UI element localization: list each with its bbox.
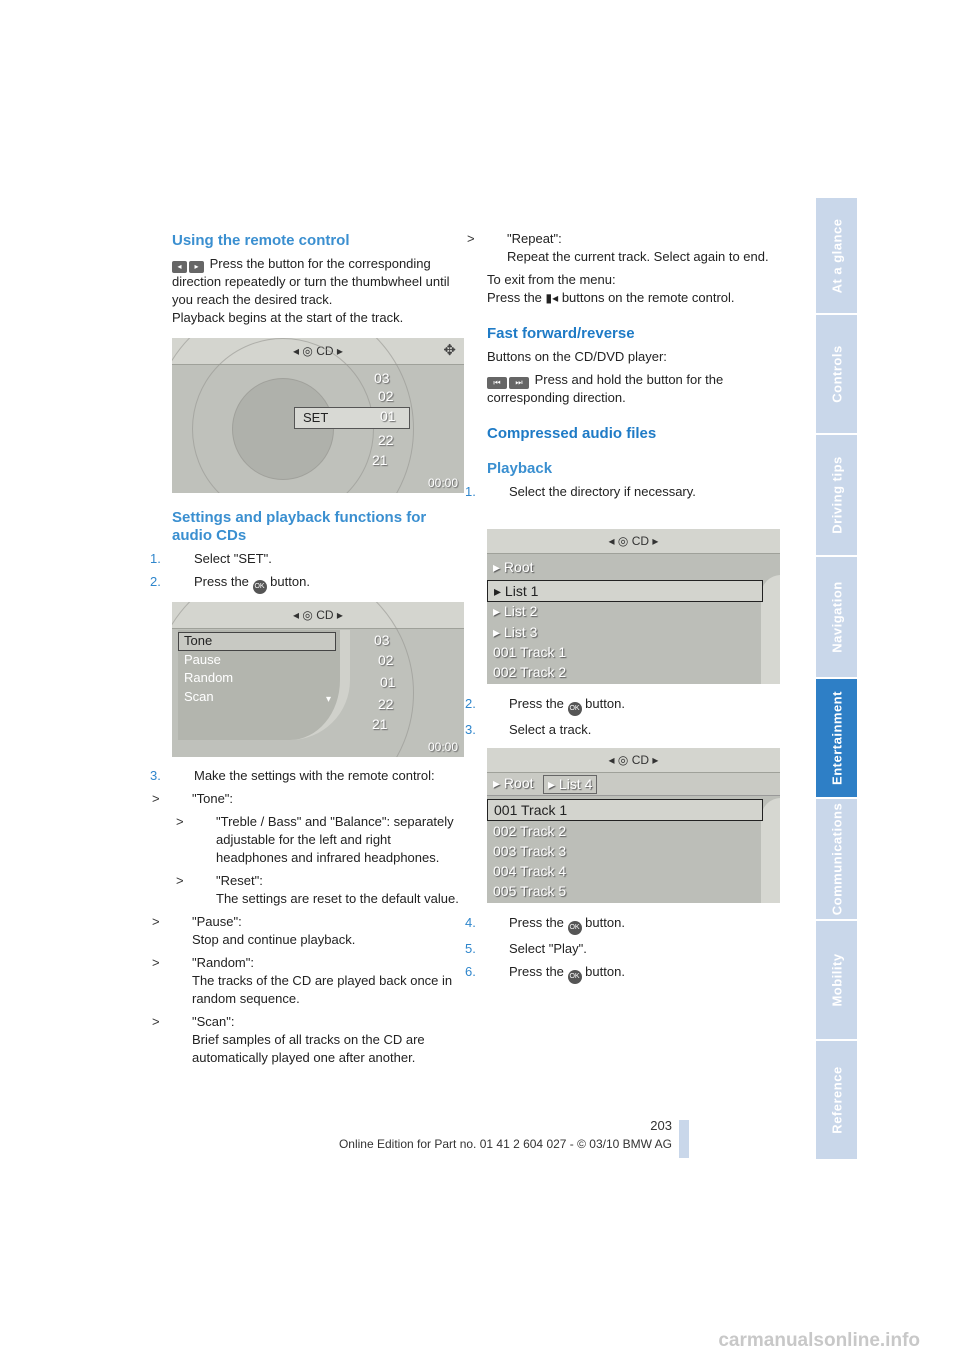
time-display: 00:00 — [427, 740, 458, 754]
ok-button-icon: OK — [253, 580, 267, 594]
step-2: 2. Press the OK button. — [172, 573, 464, 594]
disc-icon: ◎ — [617, 534, 629, 548]
tone-sublist — [172, 813, 464, 908]
disc-icon: ◎ — [617, 753, 629, 767]
scroll-bar[interactable] — [761, 798, 780, 903]
navigation-icon: ✥ — [443, 342, 456, 359]
page-marker — [679, 1120, 689, 1158]
settings-section — [150, 509, 464, 594]
reset-item: > "Reset": The settings are reset to the default value. — [176, 873, 459, 906]
step-3: 3. Make the settings with the remote control: — [150, 768, 435, 783]
pb-step-3: 3. Select a track. — [465, 722, 592, 737]
remote-paragraph: ◂ ▸ Press the button for the corresponding direction repeatedly or turn the thumbwheel until you reach the desired track. Playback begins at the start of the track. — [172, 256, 450, 325]
track-number: 02 — [378, 388, 394, 404]
cd-screen-settings-menu — [172, 602, 464, 757]
pause-item: > "Pause": Stop and continue playback. — [152, 914, 356, 947]
pb-step-2: 2. Press the OK button. — [487, 695, 783, 716]
menu-item-tone[interactable]: Tone — [184, 633, 213, 648]
directory-screen — [487, 529, 780, 684]
disc-icon: ◎ — [302, 608, 313, 622]
list-item-selected[interactable]: ▸ List 1 — [487, 580, 763, 602]
settings-heading: Settings and playback functions for audio CDs — [172, 509, 427, 544]
footer-text: Online Edition for Part no. 01 41 2 604 027 - © 03/10 BMW AG — [338, 1137, 672, 1151]
breadcrumb-list[interactable]: ▸ List 4 — [543, 775, 597, 794]
track-number: 22 — [378, 696, 394, 712]
list-item[interactable]: 004 Track 4 — [493, 863, 567, 879]
track-number: 03 — [374, 632, 390, 648]
sidebar-tab-communications[interactable]: Communications — [816, 799, 857, 921]
pb-step-4: 4. Press the OK button. — [487, 914, 783, 935]
compressed-heading: Compressed audio files — [487, 425, 657, 442]
pb-step-5: 5. Select "Play". — [465, 941, 587, 956]
sidebar-tab-mobility[interactable]: Mobility — [816, 921, 857, 1041]
track-number: 21 — [372, 452, 388, 468]
breadcrumb-root[interactable]: ▸ Root — [493, 775, 534, 791]
ff-text: Buttons on the CD/DVD player: — [487, 349, 667, 364]
sidebar-tab-reference[interactable]: Reference — [816, 1041, 857, 1161]
fast-forward-icon: ⏭ — [509, 377, 529, 389]
remote-heading: Using the remote control — [172, 232, 350, 249]
remote-buttons-icon: ▮◂ — [545, 291, 559, 305]
repeat-item: > "Repeat": Repeat the current track. Select again to end. — [467, 231, 769, 264]
pb-step-6: 6. Press the OK button. — [487, 963, 783, 984]
screen-title-bar: ◂ ◎ CD ▸ — [487, 529, 780, 554]
track-number: 01 — [380, 408, 396, 424]
sidebar-tab-at-a-glance[interactable]: At a glance — [816, 198, 857, 315]
list-item[interactable]: ▸ Root — [493, 559, 534, 575]
cd-screen-set — [172, 338, 464, 493]
ff-instructions: ⏮ ⏭ Press and hold the button for the corresponding direction. — [487, 372, 724, 405]
track-number: 01 — [380, 674, 396, 690]
ok-button-icon: OK — [568, 921, 582, 935]
list-item[interactable]: 002 Track 2 — [493, 823, 567, 839]
arrow-left-icon: ◂ — [172, 261, 187, 273]
pb-step-1: 1. Select the directory if necessary. — [465, 484, 696, 499]
list-item[interactable]: ▸ List 3 — [493, 624, 538, 640]
exit-text: To exit from the menu: — [487, 272, 616, 287]
set-item[interactable]: SET — [294, 407, 410, 429]
screen-title-bar: ◂ ◎ CD ▸ — [172, 338, 464, 365]
rewind-icon: ⏮ — [487, 377, 507, 389]
list-item[interactable]: 002 Track 2 — [493, 664, 567, 680]
screen-title-bar: ◂ ◎ CD ▸ — [172, 602, 464, 629]
track-number: 21 — [372, 716, 388, 732]
ok-button-icon: OK — [568, 702, 582, 716]
sidebar-tab-driving-tips[interactable]: Driving tips — [816, 435, 857, 557]
treble-item: > "Treble / Bass" and "Balance": separately adjustable for the left and right headphones and infrared headphones. — [176, 814, 454, 865]
menu-item-pause[interactable]: Pause — [184, 652, 221, 667]
watermark: carmanualsonline.info — [718, 1330, 920, 1351]
arrow-right-icon: ▸ — [189, 261, 204, 273]
list-item[interactable]: ▸ List 2 — [493, 603, 538, 619]
scroll-bar[interactable] — [761, 575, 780, 684]
sidebar-tab-entertainment[interactable]: Entertainment — [816, 679, 857, 799]
scan-item: > "Scan": Brief samples of all tracks on the CD are automatically played one after another. — [152, 1014, 425, 1065]
time-display: 00:00 — [427, 476, 458, 490]
track-number: 22 — [378, 432, 394, 448]
ring — [232, 378, 334, 480]
menu-item-scan[interactable]: Scan — [184, 689, 214, 704]
random-item: > "Random": The tracks of the CD are played back once in random sequence. — [152, 955, 453, 1006]
pb-steps-2-3 — [465, 695, 783, 739]
left-column — [172, 232, 464, 327]
playback-heading: Playback — [487, 460, 553, 477]
disc-icon: ◎ — [302, 344, 313, 358]
track-screen — [487, 748, 780, 903]
track-number: 02 — [378, 652, 394, 668]
exit-instructions: Press the ▮◂ buttons on the remote control. — [487, 290, 735, 305]
sidebar-tab-controls[interactable]: Controls — [816, 315, 857, 435]
ff-heading: Fast forward/reverse — [487, 325, 635, 342]
ok-button-icon: OK — [568, 970, 582, 984]
list-item[interactable]: 001 Track 1 — [493, 644, 567, 660]
settings-list — [150, 767, 464, 1067]
sidebar-tab-navigation[interactable]: Navigation — [816, 557, 857, 679]
pb-steps-4-6 — [465, 914, 783, 984]
list-item-selected[interactable]: 001 Track 1 — [487, 799, 763, 821]
menu-item-random[interactable]: Random — [184, 670, 234, 685]
tone-item: > "Tone": — [152, 791, 234, 806]
track-number: 03 — [374, 370, 390, 386]
page-number: 203 — [650, 1118, 672, 1133]
list-item[interactable]: 003 Track 3 — [493, 843, 567, 859]
list-item[interactable]: 005 Track 5 — [493, 883, 567, 899]
step-1: 1. Select "SET". — [150, 551, 272, 566]
right-column-top — [465, 230, 783, 501]
chevron-down-icon: ▾ — [326, 694, 332, 705]
screen-title-bar: ◂ ◎ CD ▸ — [487, 748, 780, 773]
